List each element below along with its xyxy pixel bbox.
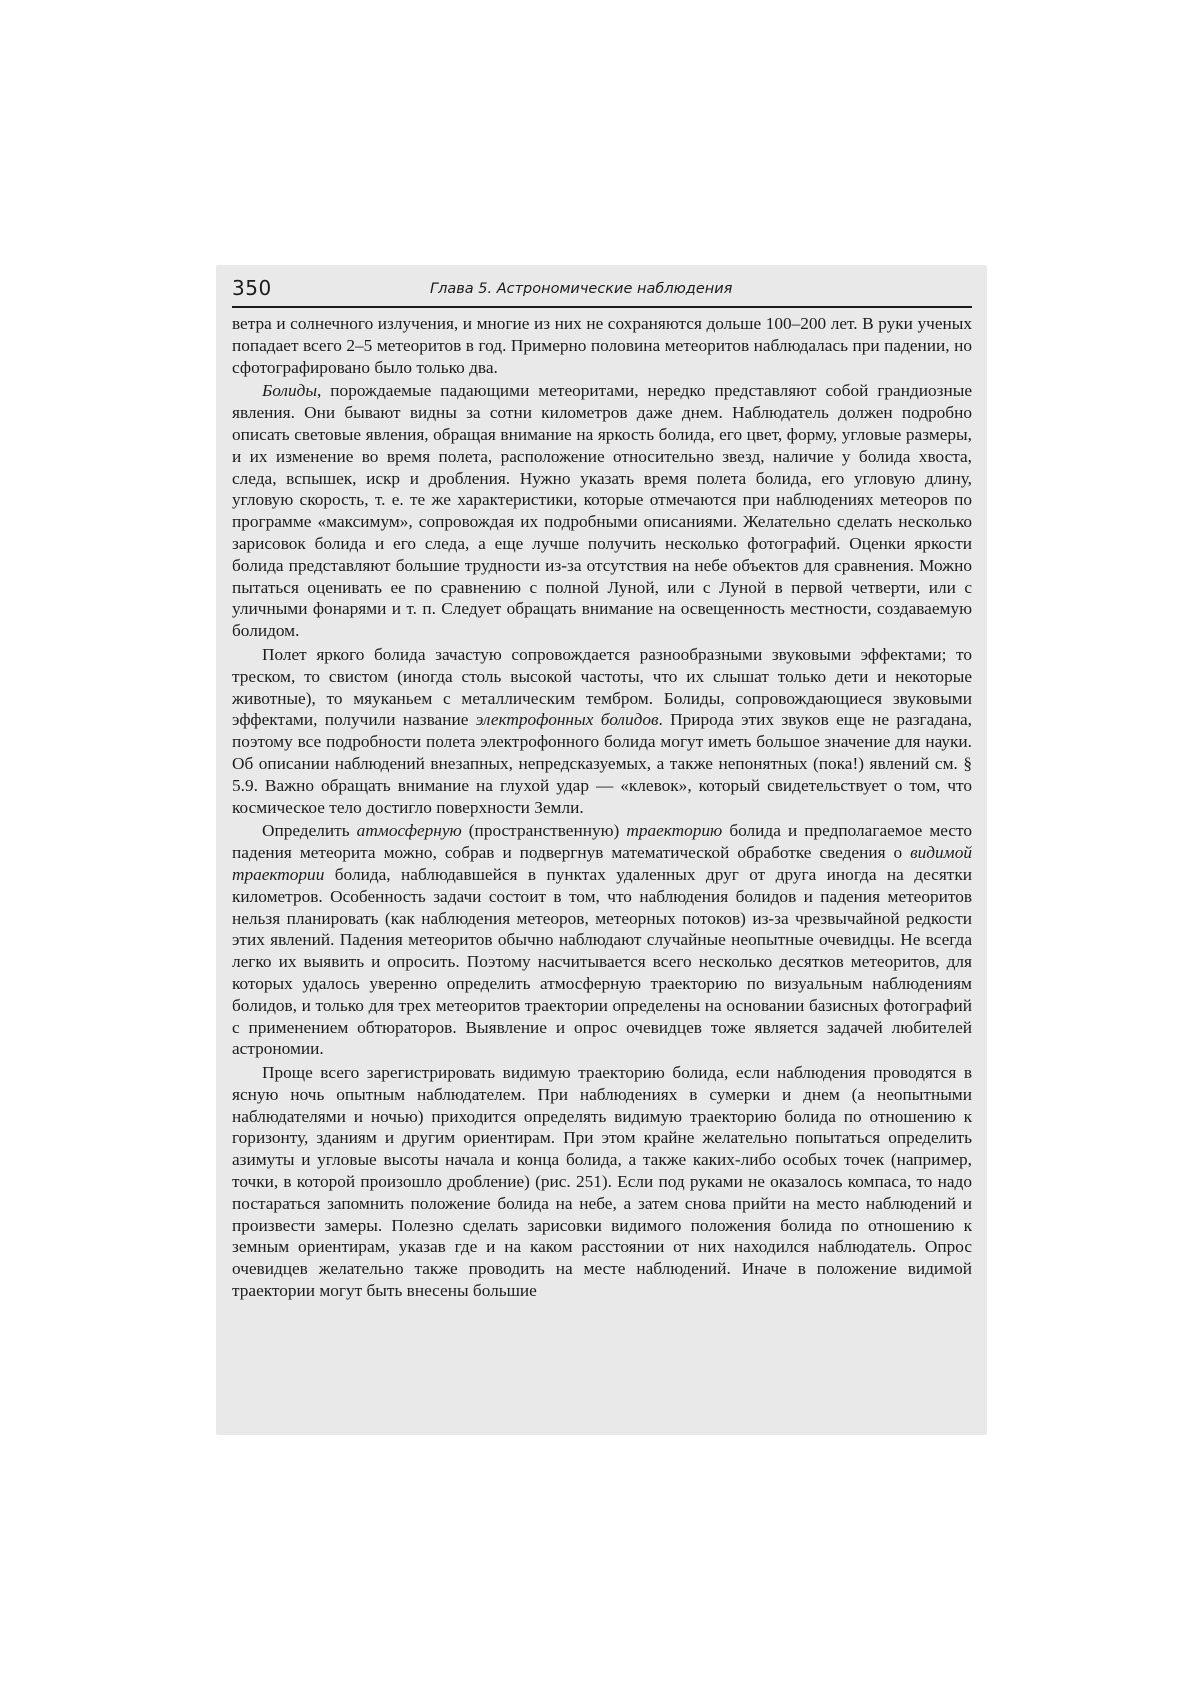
text-run: . Природа этих звуков еще не разгадана, поэтому все подробности полета электрофонного болида могут иметь большое значение для науки. Об описании наблюдений внезапных, непредсказуемых, а также непонятных (пока!) явлений см. § 5.9. Важно обращать внимание на глухой удар — «клевок», который свидетельствует о том, что космическое тело достигло поверхности Земли. xyxy=(232,710,972,817)
italic-term: Болиды xyxy=(262,381,318,401)
paragraph xyxy=(232,380,972,642)
text-run: (пространственную) xyxy=(461,821,627,841)
text-run: Определить xyxy=(262,821,357,841)
text-run: Полет яркого болида зачастую сопровождается разнообразными звуковыми эффектами; то треском, то свистом (иногда столь высокой частоты, что их слышат только дети и некоторые животные), то мяуканьем с металлическим тембром. Болиды, сопровождающиеся звуковыми эффектами, получили название xyxy=(232,644,972,730)
italic-term: траекторию xyxy=(626,821,723,841)
text-run: , порождаемые падающими метеоритами, нередко представляют собой грандиозные явления. Они бывают видны за сотни километров даже днем. Наблюдатель должен подробно описать световые явления, обращая внимание на яркость болида, его цвет, форму, угловые размеры, и их изменение во время полета, расположение относительно звезд, наличие у болида хвоста, следа, вспышек, искр и дробления. Нужно указать время полета болида, его угловую длину, угловую скорость, т. е. те же характеристики, которые отмечаются при наблюдениях метеоров по программе «максимум», сопровождая их подробными описаниями. Желательно сделать несколько зарисовок болида и его следа, а еще лучше получить несколько фотографий. Оценки яркости болида представляют большие трудности из-за отсутствия на небе объектов для сравнения. Можно пытаться оценивать ее по сравнению с полной Луной, или с Луной в первой четверти, или с уличными фонарями и т. п. Следует обращать внимание на освещенность местности, создаваемую болидом. xyxy=(232,381,972,641)
page-number: 350 xyxy=(232,276,272,300)
italic-term: видимой траектории xyxy=(232,843,972,884)
paragraph xyxy=(232,644,972,818)
book-page xyxy=(232,272,972,1304)
paragraph xyxy=(232,313,972,378)
text-run: Проще всего зарегистрировать видимую траекторию болида, если наблюдения проводятся в ясную ночь опытным наблюдателем. При наблюдениях в сумерки и днем (а неопытными наблюдателями и ночью) приходится определять видимую траекторию болида по отношению к горизонту, зданиям и другим ориентирам. При этом крайне желательно попытаться определить азимуты и угловые высоты начала и конца болида, а также каких-либо особых точек (например, точки, в которой произошло дробление) (рис. 251). Если под руками не оказалось компаса, то надо постараться запомнить положение болида на небе, а затем снова прийти на место наблюдений и произвести замеры. Полезно сделать зарисовки видимого положения болида по отношению к земным ориентирам, указав где и на каком расстоянии от них находился наблюдатель. Опрос очевидцев желательно также проводить на месте наблюдений. Иначе в положение видимой траектории могут быть внесены большие xyxy=(232,1063,972,1301)
paragraph xyxy=(232,1062,972,1302)
text-run: болида и предполагаемое место падения метеорита можно, собрав и подвергнув математической обработке сведения о xyxy=(232,821,972,863)
running-header xyxy=(232,272,972,308)
italic-term: электрофонных болидов xyxy=(475,710,659,730)
text-run: болида, наблюдавшейся в пунктах удаленных друг от друга иногда на десятки километров. Особенность задачи состоит в том, что наблюдения болидов и падения метеоритов нельзя планировать (как наблюдения метеоров, метеорных потоков) из-за чрезвычайной редкости этих явлений. Падения метеоритов обычно наблюдают случайные неопытные очевидцы. Не всегда легко их выявить и опросить. Поэтому насчитывается всего несколько десятков метеоритов, для которых удалось уверенно определить атмосферную траекторию по визуальным наблюдениям болидов, и только для трех метеоритов траектории определены на основании базисных фотографий с применением обтюраторов. Выявление и опрос очевидцев тоже является задачей любителей астрономии. xyxy=(232,864,972,1059)
text-run: ветра и солнечного излучения, и многие из них не сохраняются дольше 100–200 лет. В руки ученых попадает всего 2–5 метеоритов в год. Примерно половина метеоритов наблюдалась при падении, но сфотографировано было только два. xyxy=(232,314,972,377)
body-text xyxy=(232,313,972,1302)
paragraph xyxy=(232,820,972,1060)
chapter-title: Глава 5. Астрономические наблюдения xyxy=(430,281,733,297)
italic-term: атмосферную xyxy=(356,821,462,841)
